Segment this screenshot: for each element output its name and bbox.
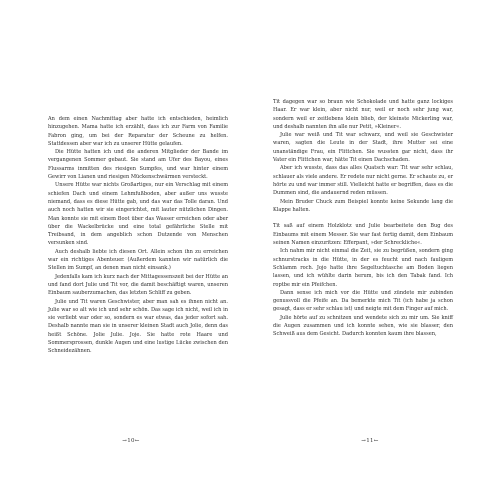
page-number: →11← — [361, 438, 379, 444]
right-text-column — [273, 98, 453, 339]
paragraph: Auch deshalb liebte ich diesen Ort. Allein schon ihn zu erreichen war ein richtiges Abenteuer. (Außerdem kannten wir natürlich die Stellen im Sumpf, an denen man nicht einsank.) — [48, 248, 228, 272]
left-text-column — [48, 115, 228, 356]
paragraph: Ich nahm mir nicht einmal die Zeit, sie zu begrüßen, sondern ging schnurstracks in die Hütte, in der es feucht und nach fauligem Schlamm roch. Jojo hatte ihre Segeltuchtasche am Boden liegen lassen, und ich wühlte darin herum, bis ich den Tabak fand. Ich roptbe mir ein Pfeifchen. — [273, 248, 453, 288]
paragraph: Tit dagegen war so braun wie Schokolade und hatte ganz lockiges Haar. Er war klein, aber nicht nur, weil er noch sehr jung war, sondern weil er zeitlebens klein blieb, der kleinste Mickerling war, und deshalb nannten ihn alle nur Petit, »Kleiner«. — [273, 99, 453, 130]
paragraph: Mein Bruder Chuck zum Beispiel konnte keine Sekunde lang die Klappe halten. — [273, 198, 453, 213]
right-page — [250, 0, 500, 500]
page-number: →10← — [122, 438, 140, 444]
paragraph: Julie war weiß und Tit war schwarz, und weil sie Geschwister waren, sagten die Leute in der Stadt, ihre Mutter sei eine unanständige Frau, ein Flittchen. Sie wussten gar nicht, dass ihr Vater ein Flittchen war, hätte Tit einen Dachschaden. — [273, 132, 453, 164]
paragraph: Dann sense ich mich vor die Hütte und zündete mir zubinden genussvoll die Pfeife an. Da bemerkte mich Tit (ich habe ja schon gesagt, dass er sehr schlau ist) und neigte mit dem Finger auf mich. — [273, 289, 453, 313]
paragraph: Unsere Hütte war nichts Großartiges, nur ein Verschlag mit einem schiefen Dach und einem Lehmfußboden, aber außer uns wusste niemand, dass es diese Hütte gab, und das war das Tolle daran. Und auch noch hatten wir sie eingerichtet, mit lauter nützlichen Dingen. Man konnte sie mit einem Boot über das Wasser erreichen oder aber über die Wackelbrücke und eine total gefährliche Stelle mit Treibsand, in dem angeblich schon Dutzende von Menschen versunken sind. — [48, 182, 228, 247]
paragraph: Julie und Tit waren Geschwister, aber man sah es ihnen nicht an. Julie war so alt wie ich und sehr schön. Das sage ich nicht, weil ich in sie verliebt war oder so, sondern es war etwas, das jeder sofort sah. Deshalb nannte man sie in unserer kleinen Stadt auch Jolie, denn das heißt Schöne. Jolie Julie. Joje. Sie hatte rote Haare und Sommersprossen, dunkle Augen und eine lustige Lücke zwischen den Schneidezähnen. — [48, 298, 228, 355]
paragraph: An dem einen Nachmittag aber hatte ich entschieden, heimlich hinzugehen. Mama hatte ich erzählt, dass ich zur Farm von Familie Fabron ging, um bei der Reparatur der Scheune zu helfen. Stattdessen aber war ich zu unserer Hütte gelaufen. — [48, 116, 228, 147]
paragraph: Aber ich wusste, dass das alles Quatsch war: Tit war sehr schlau, schlauer als viele andere. Er redete nur nicht gerne. Er schaute zu, er hörte zu und war immer still. Vielleicht hatte er begriffen, dass es die Dummen sind, die andauernd reden müssen. — [273, 165, 453, 197]
paragraph: Tit saß auf einem Holzklotz und Julie bearbeitete den Bug des Einbaums mit einem Messer. Sie war fast fertig damit, dem Einbaum seinen Namen einzuritzen: Efferpant, »der Schreckliche«. — [273, 223, 453, 247]
paragraph: Die Hütte hatten ich und die anderen Mitglieder der Bande im vergangenen Sommer gebaut. Sie stand am Ufer des Bayou, eines Flussarms inmitten des riesigen Sumpfes, und war hinter einem Gewirr von Lianen und riesigen Mückenschwärmen versteckt. — [48, 149, 228, 181]
paragraph: Jedenfalls kam ich kurz nach der Mittagessenszeit bei der Hütte an und fand dort Julie und Tit vor, die damit beschäftigt waren, unseren Einbaum sauberzumachen, das letzten Schliff zu geben. — [48, 273, 228, 297]
paragraph: Julie hörte auf zu schnitzen und wendete sich zu mir um. Sie kniff die Augen zusammen und ich konnte sehen, wie sie blasser, den Schweiß aus dem Gesicht. Dadurch konnten kaum ihre blassen, — [273, 314, 453, 338]
